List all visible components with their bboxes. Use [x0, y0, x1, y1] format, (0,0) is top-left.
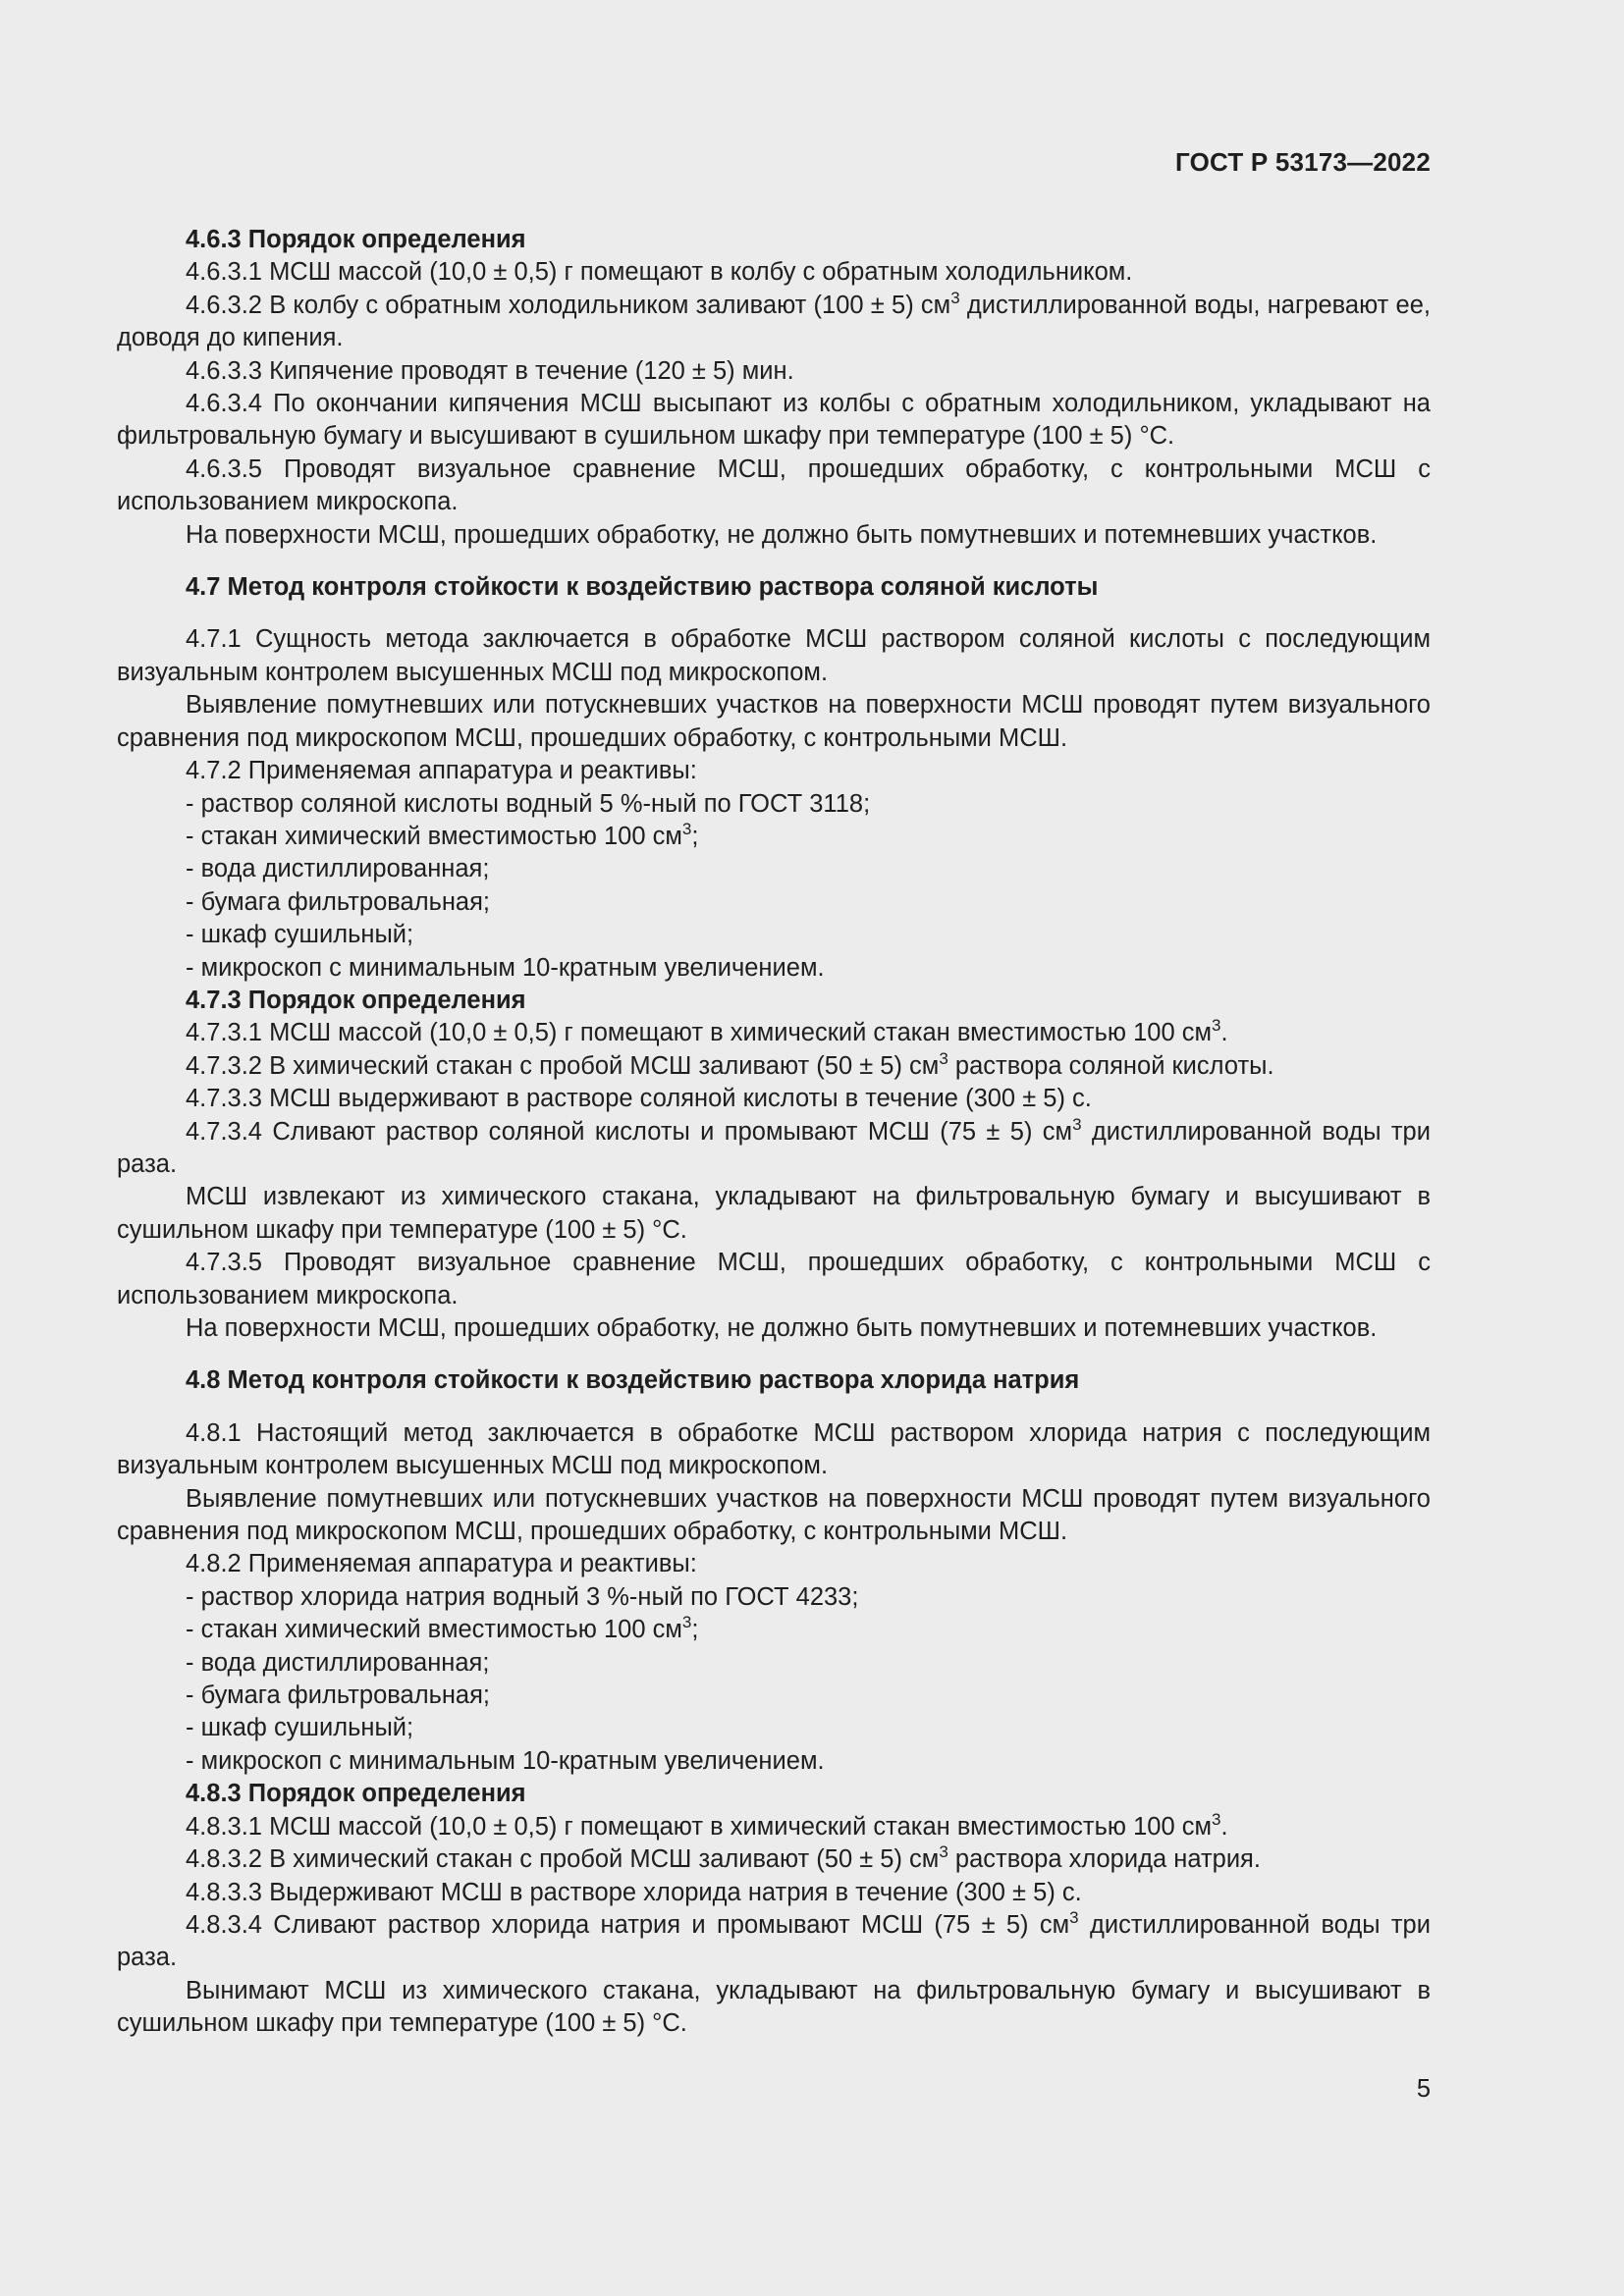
paragraph: 4.8.3.4 Сливают раствор хлорида натрия и промывают МСШ (75 ± 5) $см^3$ дистиллированной воды три раза. [117, 1907, 1431, 1972]
paragraph: 4.7.3.5 Проводят визуальное сравнение МСШ, прошедших обработку, с контрольными МСШ с использованием микроскопа. [117, 1249, 1431, 1309]
paragraph: На поверхности МСШ, прошедших обработку, не должно быть помутневших и потемневших участков. [186, 1314, 1378, 1342]
list-item: - микроскоп с минимальным 10-кратным увеличением. [186, 1746, 825, 1775]
subsection-title: 4.8.3 Порядок определения [186, 1780, 526, 1808]
subsection-title: 4.6.3 Порядок определения [186, 226, 526, 253]
document-body [117, 224, 1431, 2041]
subsection-title: 4.7.3 Порядок определения [186, 986, 526, 1014]
paragraph: 4.6.3.5 Проводят визуальное сравнение МСШ, прошедших обработку, с контрольными МСШ с использованием микроскопа. [117, 454, 1431, 516]
list-item: - раствор соляной кислоты водный 5 %-ный по ГОСТ 3118; [186, 789, 871, 818]
paragraph: 4.7.1 Сущность метода заключается в обработке МСШ раствором соляной кислоты с последующим визуальным контролем высушенных МСШ под микроскопом. [117, 625, 1431, 686]
list-item: - бумага фильтровальная; [186, 887, 491, 916]
paragraph: На поверхности МСШ, прошедших обработку, не должно быть помутневших и потемневших участков. [186, 520, 1378, 549]
paragraph: 4.6.3.4 По окончании кипячения МСШ высыпают из колбы с обратным холодильником, укладывают на фильтровальную бумагу и высушивают в сушильном шкафу при температуре (100 ± 5) °С. [117, 390, 1431, 451]
paragraph: Выявление помутневших или потускневших участков на поверхности МСШ проводят путем визуального сравнения под микроскопом МСШ, прошедших обработку, с контрольными МСШ. [117, 1484, 1431, 1546]
paragraph: 4.8.3.1 МСШ массой (10,0 ± 0,5) г помещают в химический стакан вместимостью 100 $см^3$. [186, 1809, 1228, 1841]
paragraph: 4.8.1 Настоящий метод заключается в обработке МСШ раствором хлорида натрия с последующим визуальным контролем высушенных МСШ под микроскопом. [117, 1418, 1431, 1480]
paragraph: 4.8.2 Применяемая аппаратура и реактивы: [186, 1550, 697, 1578]
list-item: - раствор хлорида натрия водный 3 %-ный по ГОСТ 4233; [186, 1582, 859, 1611]
list-item: - шкаф сушильный; [186, 1714, 414, 1742]
list-item: - вода дистиллированная; [186, 855, 490, 883]
paragraph: 4.7.3.4 Сливают раствор соляной кислоты и промывают МСШ (75 ± 5) $см^3$ дистиллированной воды три раза. [117, 1114, 1431, 1178]
list-item: - микроскоп с минимальным 10-кратным увеличением. [186, 953, 825, 982]
section-title: 4.8 Метод контроля стойкости к воздействию раствора хлорида натрия [186, 1366, 1080, 1395]
paragraph: Выявление помутневших или потускневших участков на поверхности МСШ проводят путем визуального сравнения под микроскопом МСШ, прошедших обработку, с контрольными МСШ. [117, 691, 1431, 752]
paragraph: 4.7.3.3 МСШ выдерживают в растворе соляной кислоты в течение (300 ± 5) с. [186, 1085, 1092, 1113]
list-item: - стакан химический вместимостью 100 $см^3$; [186, 1613, 699, 1644]
document-header: ГОСТ Р 53173—2022 [1175, 147, 1431, 177]
list-item: - бумага фильтровальная; [186, 1682, 491, 1710]
paragraph: 4.7.3.1 МСШ массой (10,0 ± 0,5) г помещают в химический стакан вместимостью 100 $см^3$. [186, 1016, 1228, 1047]
paragraph: 4.6.3.1 МСШ массой (10,0 ± 0,5) г помещают в колбу с обратным холодильником. [186, 258, 1133, 287]
paragraph: 4.6.3.2 В колбу с обратным холодильником заливают (100 ± 5) $см^3$ дистиллированной воды, нагревают ее, доводя до кипения. [117, 288, 1431, 352]
paragraph: 4.6.3.3 Кипячение проводят в течение (120 ± 5) мин. [186, 356, 794, 385]
paragraph: 4.7.2 Применяемая аппаратура и реактивы: [186, 757, 697, 785]
paragraph: 4.8.3.2 В химический стакан с пробой МСШ заливают (50 ± 5) $см^3$ раствора хлорида натрия. [186, 1842, 1261, 1874]
paragraph: 4.7.3.2 В химический стакан с пробой МСШ заливают (50 ± 5) $см^3$ раствора соляной кислоты. [186, 1048, 1274, 1080]
list-item: - шкаф сушильный; [186, 921, 414, 949]
page-number: 5 [1416, 2075, 1431, 2103]
paragraph: 4.8.3.3 Выдерживают МСШ в растворе хлорида натрия в течение (300 ± 5) с. [186, 1878, 1082, 1906]
list-item: - вода дистиллированная; [186, 1648, 490, 1677]
list-item: - стакан химический вместимостью 100 $см^3$; [186, 819, 699, 850]
paragraph: Вынимают МСШ из химического стакана, укладывают на фильтровальную бумагу и высушивают в сушильном шкафу при температуре (100 ± 5) °С. [117, 1976, 1431, 2038]
section-title: 4.7 Метод контроля стойкости к воздействию раствора соляной кислоты [186, 573, 1099, 602]
paragraph: МСШ извлекают из химического стакана, укладывают на фильтровальную бумагу и высушивают в сушильном шкафу при температуре (100 ± 5) °С. [117, 1183, 1431, 1244]
